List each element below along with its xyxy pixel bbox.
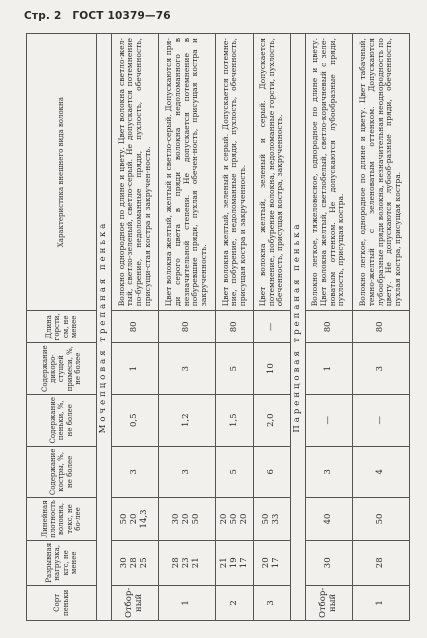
cell-desc: Волокно легкое, однородное по длине и цвету. Цвет табачный, темно-желтый с зеленоватым оттенком. Допускаются лубообразные пряди волокна, незначительная неоднородность по цвету. Не допускаются лубооб-разные пряди, обеченность, пухлая костра, присущая костра. — [352, 34, 409, 311]
section-title: Мочепцовая трепаная пенька — [97, 34, 112, 621]
cell-length: 80 — [216, 311, 254, 343]
cell-wild: 1 — [305, 343, 352, 395]
cell-density: 30 20 50 — [158, 498, 215, 541]
col-density: Линейная плотность волокна, текс, не бо-лее — [27, 498, 97, 541]
cell-load: 28 23 21 — [158, 540, 215, 585]
cell-grade: 1 — [352, 585, 409, 620]
cell-grade: 2 — [216, 585, 254, 620]
cell-desc: Цвет волокна желтый, желтый и светло-серый. Допускаются пря-ди серого цвета в пряди волокна недоломанного в незначительной степени. Не допускается потемнение в побуревшие пряди, пухлая обечен-ность, присущая костра и закрученность. — [158, 34, 215, 311]
cell-grade: Отбор-ный — [305, 585, 352, 620]
section-title: Паренцовая трепаная пенька — [290, 34, 305, 621]
section-title-row — [97, 34, 112, 621]
cell-density: 20 50 20 — [216, 498, 254, 541]
cell-density: 50 33 — [254, 498, 291, 541]
cell-shive: 6 — [254, 446, 291, 498]
cell-shive: 4 — [352, 446, 409, 498]
cell-density: 40 — [305, 498, 352, 541]
cell-desc: Волокно однородное по длине и цвету. Цвет волокна светло-жел-тый, светло-зеленый, светло-серый. Не допускается потемнение по-бурение, недоломанные пряди, пухлость, обеченность, присущи-стая костра и закручен-ность. — [112, 34, 159, 311]
col-load: Разрывная нагрузка, кгс, не менее — [27, 540, 97, 585]
cell-load: 28 — [352, 540, 409, 585]
cell-wild: 3 — [158, 343, 215, 395]
cell-desc: Цвет волокна желтый, зеленый и серый. Допускается потемнение, побурение волокна, недоломанные горсти, пухлость, обеченность, присущая костра, закрученность. — [254, 34, 291, 311]
cell-wild: 1 — [112, 343, 159, 395]
cell-length: 80 — [352, 311, 409, 343]
cell-wild: 3 — [352, 343, 409, 395]
table-row — [352, 34, 409, 621]
cell-length: 80 — [158, 311, 215, 343]
cell-hemp: 2,0 — [254, 394, 291, 446]
cell-grade: 1 — [158, 585, 215, 620]
cell-load: 30 28 25 — [112, 540, 159, 585]
spec-table — [26, 33, 410, 621]
col-wild: Содержание дикоро-стущей примеси, %, не более — [27, 343, 97, 395]
cell-length: — — [254, 311, 291, 343]
cell-load: 21 19 17 — [216, 540, 254, 585]
cell-length: 80 — [112, 311, 159, 343]
col-hemp: Содержание пеньки, %, не более — [27, 394, 97, 446]
table-row — [254, 34, 291, 621]
cell-hemp: — — [305, 394, 352, 446]
cell-grade: Отбор-ный — [112, 585, 159, 620]
header-row — [27, 34, 97, 621]
cell-desc: Цвет волокна желтый, зеленый и серый. Допускается потемне-ние, побурение, недоломанные пряди, пухлость, обеченность, присущая костра и закрученность. — [216, 34, 254, 311]
col-shive: Содержание костры, %, не более — [27, 446, 97, 498]
section-title-row — [290, 34, 305, 621]
cell-shive: 3 — [112, 446, 159, 498]
standard-code: ГОСТ 10379—76 — [72, 10, 171, 22]
cell-shive: 3 — [158, 446, 215, 498]
col-grade: Сорт пеньки — [27, 585, 97, 620]
cell-shive: 3 — [305, 446, 352, 498]
cell-hemp: 1,2 — [158, 394, 215, 446]
cell-desc: Волокно легкое, тяжеловесное, однородное по длине и цвету. Цвет волокна желтый, светлобелый, светло-коричневый с зеле-новатым оттенком. Не допускаются лубообразные пряди, пухлость, присущая костра. — [305, 34, 352, 311]
cell-hemp: 0,5 — [112, 394, 159, 446]
cell-wild: 5 — [216, 343, 254, 395]
cell-shive: 5 — [216, 446, 254, 498]
cell-load: 20 17 — [254, 540, 291, 585]
cell-load: 30 — [305, 540, 352, 585]
cell-wild: 10 — [254, 343, 291, 395]
cell-density: 50 20 14,3 — [112, 498, 159, 541]
cell-density: 50 — [352, 498, 409, 541]
cell-length: 80 — [305, 311, 352, 343]
cell-hemp: — — [352, 394, 409, 446]
table-row — [158, 34, 215, 621]
cell-hemp: 1,5 — [216, 394, 254, 446]
table-row — [216, 34, 254, 621]
spec-table-wrapper — [26, 33, 410, 621]
page-header — [24, 10, 178, 22]
col-length: Длина горсти, см, не менее — [27, 311, 97, 343]
page-number: Стр. 2 — [24, 10, 62, 22]
table-row — [305, 34, 352, 621]
table-row — [112, 34, 159, 621]
col-description: Характеристика внешнего вида волокна — [27, 34, 97, 311]
cell-grade: 3 — [254, 585, 291, 620]
